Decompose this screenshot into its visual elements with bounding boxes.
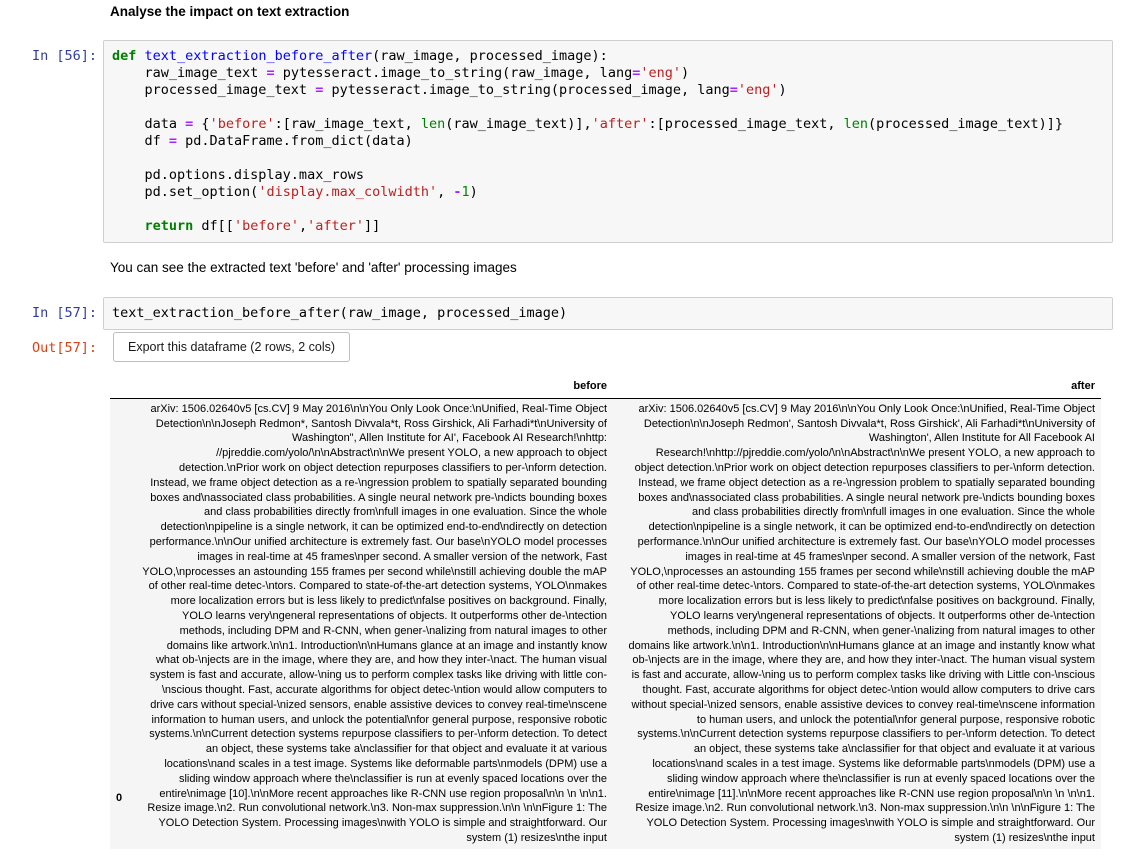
code-content-56: def text_extraction_before_after(raw_image, processed_image): raw_image_text = pytesseract.image_to_string(raw_image, lang='eng') processed_image_text = pytesseract.image_to_string(processed_image, lang='eng') data = {'before':[raw_image_text, len(raw_image_text)],'after':[processed_image_text, len(processed_image_text)]} df = pd.DataFrame.from_dict(data) pd.options.display.max_rows pd.set_option('display.max_colwidth', -1) return df[['before','after']] [112, 48, 1064, 234]
markdown-heading: Analyse the impact on text extraction [110, 4, 350, 19]
index-column-header [110, 377, 138, 398]
input-prompt-57: In [57]: [31, 305, 97, 321]
code-editor-57[interactable] [103, 297, 1113, 330]
markdown-paragraph: You can see the extracted text 'before' and 'after' processing images [110, 260, 517, 275]
cell-before-text: arXiv: 1506.02640v5 [cs.CV] 9 May 2016\n\nYou Only Look Once:\nUnified, Real-Time Object Detection\n\nJoseph Redmon*, Santosh Divvala*t, Ross Girshick, Ali Farhadi*t\nUniversity of Washington", Allen Institute for AI', Facebook AI Research!\nhttp: //pjreddie.com/yolo/\n\nAbstract\n\nWe present YOLO, a new approach to object detection.\nPrior work on object detection repurposes classifiers to per-\nform detection. Instead, we frame object detection as a re-\ngression problem to spatially separated bounding boxes and\nassociated class probabilities. A single neural network pre-\ndicts bounding boxes and class probabilities directly from\nfull images in one evaluation. Since the whole detection\npipeline is a single network, it can be optimized end-to-end\ndirectly on detection performance.\n\nOur unified architecture is extremely fast. Our base\nYOLO model processes images in real-time at 45 frames\nper second. A smaller version of the network, Fast YOLO,\nprocesses an astounding 155 frames per second while\nstill achieving double the mAP of other real-time detec-\ntors. Compared to state-of-the-art detection systems, YOLO\nmakes more localization errors but is less likely to predict\nfalse positives on background. Finally, YOLO learns very\ngeneral representations of objects. It outperforms other de-\ntection methods, including DPM and R-CNN, when gener-\nalizing from natural images to other domains like artwork.\n\n1. Introduction\n\nHumans glance at an image and instantly know what ob-\njects are in the image, where they are, and how they inter-\nact. The human visual system is fast and accurate, allow-\ning us to perform complex tasks like driving with little con-\nscious thought. Fast, accurate algorithms for object detec-\ntion would allow computers to drive cars without special-\nized sensors, enable assistive devices to convey real-time\nscene information to human users, and unlock the potential\nfor general purpose, responsive robotic systems.\n\nCurrent detection systems repurpose classifiers to per-\nform detection. To detect an object, these systems take a\nclassifier for that object and evaluate it at various locations\nand scales in a test image. Systems like deformable parts\nmodels (DPM) use a sliding window approach where the\nclassifier is run at evenly spaced locations over the entire\nimage [10].\n\nMore recent approaches like R-CNN use region proposal\n\n \n \n\n1. Resize image.\n2. Run convolutional network.\n3. Non-max suppression.\n\n \n\nFigure 1: The YOLO Detection System. Processing images\nwith YOLO is simple and straightforward. Our system (1) resizes\nthe input [142, 402, 607, 844]
code-cell-57 [0, 297, 1113, 330]
header-row [110, 377, 1101, 398]
dataframe-table [110, 377, 1101, 849]
export-dataframe-button[interactable]: Export this dataframe (2 rows, 2 cols) [113, 332, 350, 362]
output-cell-57 [0, 332, 1113, 362]
input-prompt-56: In [56]: [31, 48, 97, 64]
column-header-after: after [615, 377, 1101, 398]
output-prompt-57: Out[57]: [31, 340, 97, 356]
dataframe-output [110, 377, 1101, 849]
table-row [110, 398, 1101, 848]
column-header-before: before [138, 377, 615, 398]
code-content-57: text_extraction_before_after(raw_image, processed_image) [112, 305, 568, 321]
code-cell-56 [0, 40, 1113, 243]
row-index: 0 [116, 791, 123, 804]
code-editor-56[interactable] [103, 40, 1113, 243]
cell-after-text: arXiv: 1506.02640v5 [cs.CV] 9 May 2016\n\nYou Only Look Once:\nUnified, Real-Time Object Detection\n\nJoseph Redmon', Santosh Divvala*t, Ross Girshick', Ali Farhadi*t\nUniversity of Washington', Allen Institute for All Facebook AI Research!\nhttp://pjreddie.com/yolo/\n\nAbstract\n\nWe present YOLO, a new approach to object detection.\nPrior work on object detection repurposes classifiers to per-\nform detection. Instead, we frame object detection as a re-\ngression problem to spatially separated bounding boxes and\nassociated class probabilities. A single neural network pre-\ndicts bounding boxes and class probabilities directly from\nfull images in one evaluation. Since the whole detection\npipeline is a single network, it can be optimized end-to-end\ndirectly on detection performance.\n\nOur unified architecture is extremely fast. Our base\nYOLO model processes images in real-time at 45 frames\nper second. A smaller version of the network, Fast YOLO,\nprocesses an astounding 155 frames per second while\nstill achieving double the mAP of other real-time detec-\ntors. Compared to state-of-the-art detection systems, YOLO\nmakes more localization errors but is less likely to predict\nfalse positives on background. Finally, YOLO learns very\ngeneral representations of objects. It outperforms other de-\ntection methods, including DPM and R-CNN, when gener-\nalizing from natural images to other domains like artwork.\n\n1. Introduction\n\nHumans glance at an image and instantly know what ob-\njects are in the image, where they are, and how they inter-\nact. The human visual system is fast and accurate, allow-\ning us to perform complex tasks like driving with Little con-\nscious thought. Fast, accurate algorithms for object detec-\ntion would allow computers to drive cars without special-\nized sensors, enable assistive devices to convey real-time\nscene information to human users, and unlock the potential\nfor general purpose, responsive robotic systems.\n\nCurrent detection systems repurpose classifiers to per-\nform detection. To detect an object, these systems take a\nclassifier for that object and evaluate it at various locations\nand scales in a test image. Systems like deformable parts\nmodels (DPM) use a sliding window approach where the\nclassifier is run at evenly spaced locations over the entire\nimage [11].\n\nMore recent approaches like R-CNN use region proposal\n\n \n \n\n1. Resize image.\n2. Run convolutional network.\n3. Non-max suppression.\n\n \n\nFigure 1: The YOLO Detection System. Processing images\nwith YOLO is simple and straightforward. Our system (1) resizes\nthe input [628, 402, 1095, 844]
output-area-57 [103, 332, 1113, 362]
